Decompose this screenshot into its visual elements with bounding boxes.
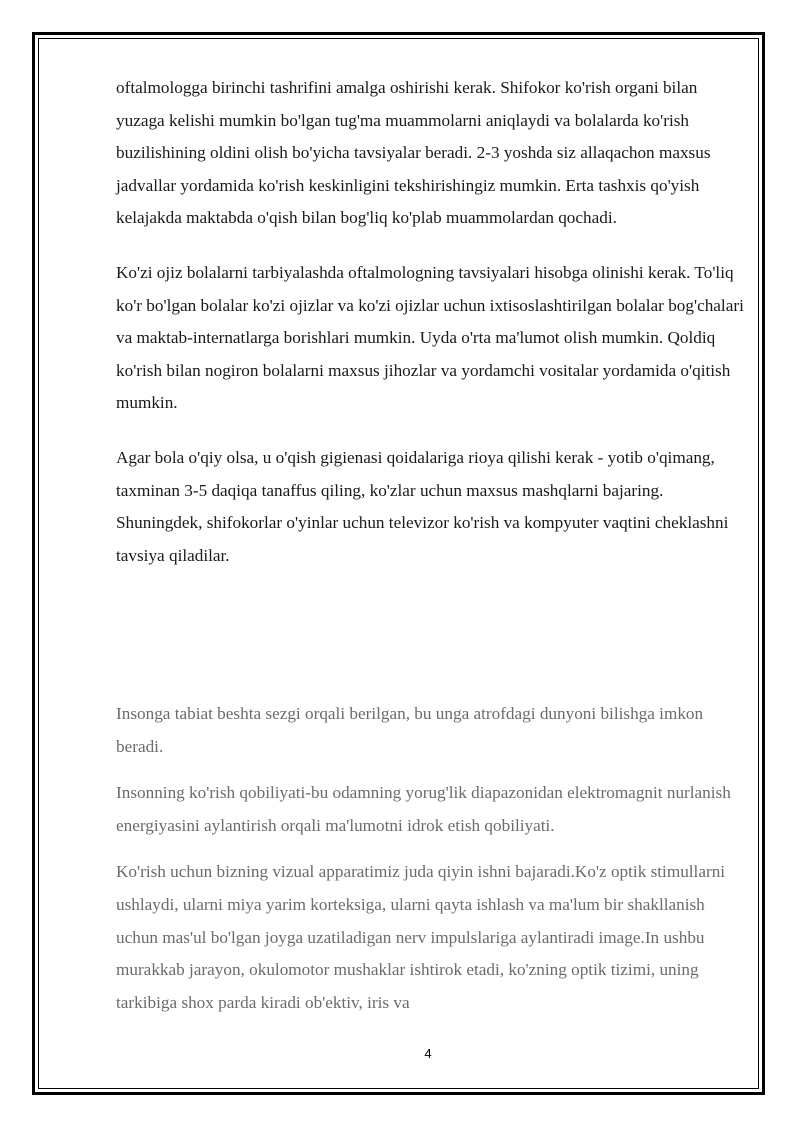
paragraph-1: oftalmologga birinchi tashrifini amalga oshirishi kerak. Shifokor ko'rish organi bilan yuzaga kelishi mumkin bo'lgan tug'ma muammolarni aniqlaydi va bolalarda ko'rish buzilishining oldini olish bo'yicha tavsiyalar beradi. 2-3 yoshda siz allaqachon maxsus jadvallar yordamida ko'rish keskinligini tekshirishingiz mumkin. Erta tashxis qo'yish kelajakda maktabda o'qish bilan bog'liq ko'plab muammolardan qochadi.: [116, 78, 711, 228]
paragraph-3: Agar bola o'qiy olsa, u o'qish gigienasi qoidalariga rioya qilishi kerak - yotib o'qimang, taxminan 3-5 daqiqa tanaffus qiling, ko'zlar uchun maxsus mashqlarni bajaring. Shuningdek, shifokorlar o'yinlar uchun televizor ko'rish va kompyuter vaqtini cheklashni tavsiya qiladilar.: [116, 447, 729, 565]
paragraph-2: Ko'zi ojiz bolalarni tarbiyalashda oftalmologning tavsiyalari hisobga olinishi kerak. To'liq ko'r bo'lgan bolalar ko'zi ojizlar va ko'zi ojizlar uchun ixtisoslashtirilgan bolalar bog'chalari va maktab-internatlarga borishlari mumkin. Uyda o'rta ma'lumot olish mumkin. Qoldiq ko'rish bilan nogiron bolalarni maxsus jihozlar va yordamchi vositalar yordamida o'qitish mumkin.: [116, 262, 744, 413]
faded-text-block: [116, 698, 746, 1019]
faded-paragraph-1: Insonga tabiat beshta sezgi orqali berilgan, bu unga atrofdagi dunyoni bilishga imkon beradi.: [116, 704, 704, 756]
faded-paragraph-3: Ko'rish uchun bizning vizual apparatimiz juda qiyin ishni bajaradi.Ko'z optik stimullarni ushlaydi, ularni miya yarim korteksiga, ularni qayta ishlash va ma'lum bir shakllanish uchun mas'ul bo'lgan joyga uzatiladigan nerv impulslariga aylantiradi image.In ushbu murakkab jarayon, okulomotor mushaklar ishtirok etadi, ko'zning optik tizimi, uning tarkibiga shox parda kiradi ob'ektiv, iris va: [116, 862, 726, 1012]
page-number: 4: [424, 1046, 432, 1061]
document-body: [116, 72, 746, 572]
faded-paragraph-2: Insonning ko'rish qobiliyati-bu odamning yorug'lik diapazonidan elektromagnit nurlanish energiyasini aylantirish orqali ma'lumotni idrok etish qobiliyati.: [116, 783, 731, 835]
